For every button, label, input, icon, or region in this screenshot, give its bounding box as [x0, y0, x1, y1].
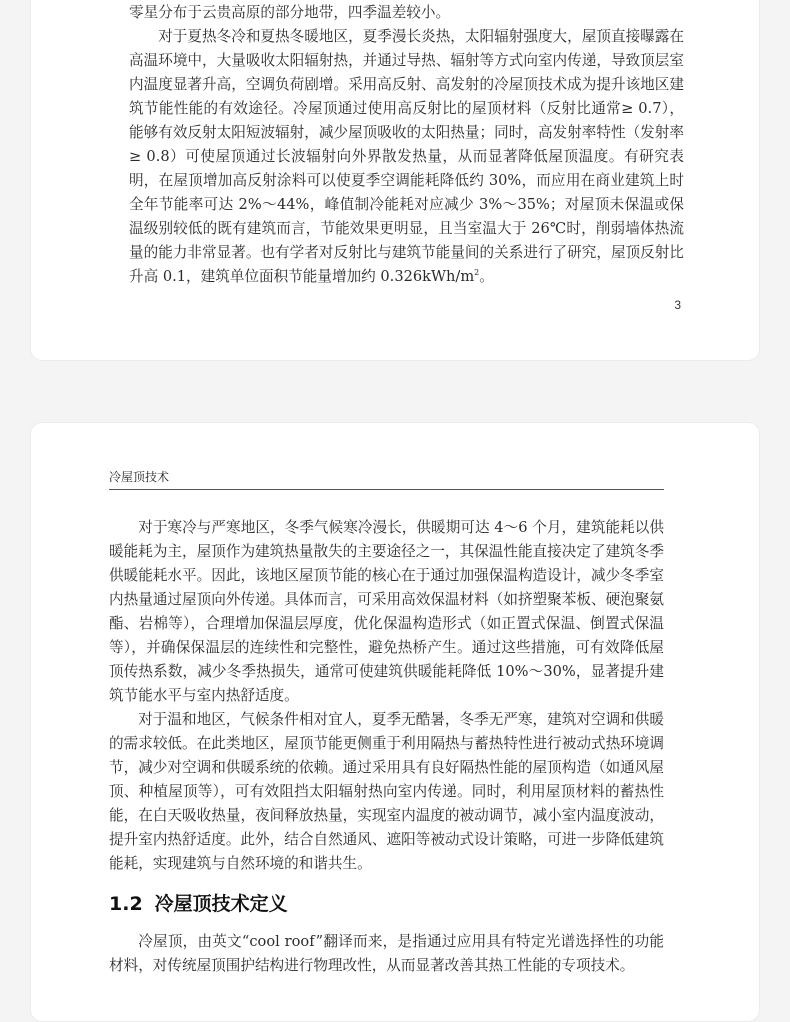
paragraph-climate-fragment: 零星分布于云贵高原的部分地带，四季温差较小。	[129, 4, 451, 21]
page-body	[129, 1, 684, 289]
running-header: 冷屋顶技术	[109, 468, 664, 490]
page-number: 3	[674, 298, 681, 312]
paragraph-cold-regions: 对于寒冷与严寒地区，冬季气候寒冷漫长，供暖期可达 4～6 个月，建筑能耗以供暖能耗为主，屋顶作为建筑热量散失的主要途径之一，其保温性能直接决定了建筑冬季供暖能耗水平。因此，该地区屋顶节能的核心在于通过加强保温构造设计，减少冬季室内热量通过屋顶向外传递。具体而言，可采用高效保温材料（如挤塑聚苯板、硬泡聚氨酯、岩棉等），合理增加保温层厚度，优化保温构造形式（如正置式保温、倒置式保温等），并确保保温层的连续性和完整性，避免热桥产生。通过这些措施，可有效降低屋顶传热系数，减少冬季热损失，通常可使建筑供暖能耗降低 10%～30%，显著提升建筑节能水平与室内热舒适度。	[109, 519, 664, 704]
superscript-unit: 2	[474, 268, 480, 278]
paragraph-mild-regions: 对于温和地区，气候条件相对宜人，夏季无酷暑，冬季无严寒，建筑对空调和供暖的需求较低。在此类地区，屋顶节能更侧重于利用隔热与蓄热特性进行被动式热环境调节，减少对空调和供暖系统的依赖。通过采用具有良好隔热性能的屋顶构造（如通风屋顶、种植屋顶等），可有效阻挡太阳辐射热向室内传递。同时，利用屋顶材料的蓄热性能，在白天吸收热量，夜间释放热量，实现室内温度的被动调节，减小室内温度波动，提升室内热舒适度。此外，结合自然通风、遮阳等被动式设计策略，可进一步降低建筑能耗，实现建筑与自然环境的和谐共生。	[109, 711, 664, 872]
paragraph-cool-roof-definition: 冷屋顶，由英文“cool roof”翻译而来，是指通过应用具有特定光谱选择性的功能材料，对传统屋顶围护结构进行物理改性，从而显著改善其热工性能的专项技术。	[109, 933, 664, 974]
document-page-3	[30, 0, 760, 361]
section-heading	[109, 892, 664, 916]
section-number: 1.2	[109, 893, 143, 915]
section-title: 冷屋顶技术定义	[154, 893, 288, 915]
paragraph-text: 对于夏热冬冷和夏热冬暖地区，夏季漫长炎热，太阳辐射强度大，屋顶直接曝露在高温环境中，大量吸收太阳辐射热，并通过导热、辐射等方式向室内传递，导致顶层室内温度显著升高，空调负荷剧增。采用高反射、高发射的冷屋顶技术成为提升该地区建筑节能性能的有效途径。冷屋顶通过使用高反射比的屋顶材料（反射比通常≥ 0.7），能够有效反射太阳短波辐射，减少屋顶吸收的太阳热量；同时，高发射率特性（发射率≥ 0.8）可使屋顶通过长波辐射向外界散发热量，从而显著降低屋顶温度。有研究表明，在屋顶增加高反射涂料可以使夏季空调能耗降低约 30%，而应用在商业建筑上时全年节能率可达 2%～44%，峰值制冷能耗对应减少 3%～35%；对屋顶未保温或保温级别较低的既有建筑而言，节能效果更明显，且当室温大于 26℃时，削弱墙体热流量的能力非常显著。也有学者对反射比与建筑节能量间的关系进行了研究，屋顶反射比升高 0.1，建筑单位面积节能量增加约 0.326kWh/m	[129, 28, 684, 285]
document-page-4	[30, 422, 760, 1022]
page-body	[109, 516, 664, 978]
paragraph-hot-summer-regions	[129, 25, 684, 289]
paragraph-end: 。	[479, 268, 494, 285]
